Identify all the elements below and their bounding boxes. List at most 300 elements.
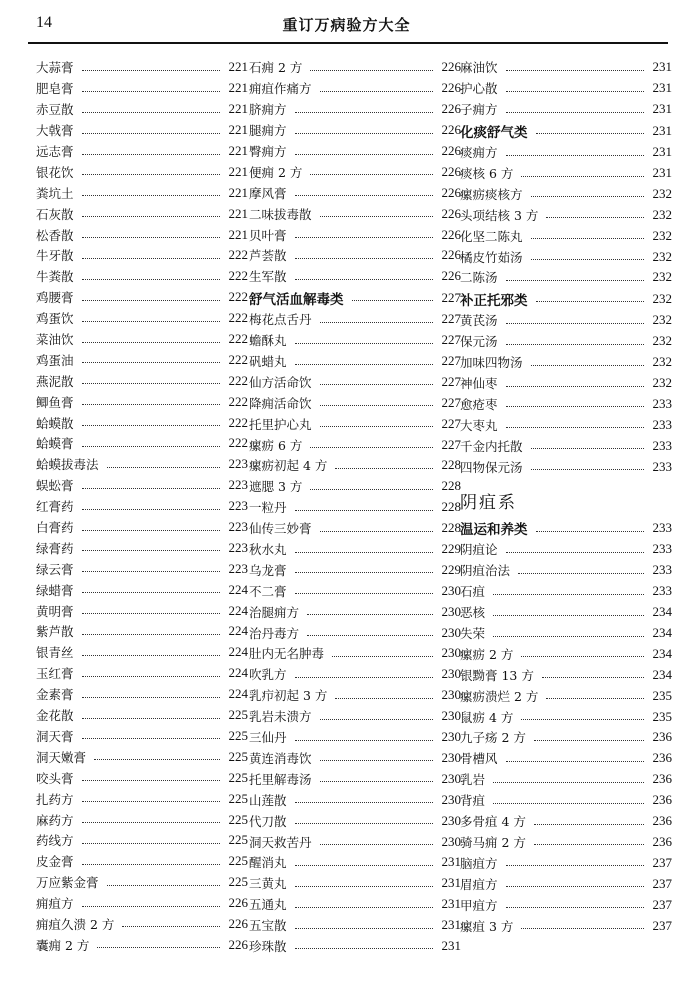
toc-entry — [249, 182, 461, 203]
leader-dots — [82, 174, 220, 175]
toc-entry-page: 223 — [228, 519, 248, 535]
leader-dots — [506, 552, 644, 553]
toc-entry — [249, 476, 461, 497]
toc-entry-title: 不二膏 — [249, 583, 287, 599]
toc-entry-title: 化痰舒气类 — [460, 124, 528, 141]
toc-entry-page: 232 — [652, 269, 672, 285]
toc-entry — [249, 894, 461, 915]
leader-dots — [546, 698, 644, 699]
toc-entry-title: 梅花点舌丹 — [249, 312, 312, 328]
leader-dots — [295, 865, 433, 866]
toc-entry-page: 228 — [441, 520, 461, 536]
leader-dots — [82, 404, 220, 405]
toc-entry — [460, 183, 672, 204]
toc-entry-title: 鸡蛋饮 — [36, 311, 74, 327]
toc-entry-title: 蛤蟆膏 — [36, 436, 74, 452]
toc-entry — [460, 643, 672, 664]
toc-entry — [460, 99, 672, 120]
toc-entry-page: 226 — [441, 226, 461, 242]
leader-dots — [320, 322, 433, 323]
leader-dots — [295, 802, 433, 803]
toc-entry-title: 头项结核 3 方 — [460, 207, 539, 223]
leader-dots — [82, 383, 220, 384]
toc-entry-title: 赤豆散 — [36, 102, 74, 118]
toc-entry — [460, 685, 672, 706]
toc-entry-title: 黄连消毒饮 — [249, 750, 312, 766]
leader-dots — [536, 531, 645, 532]
leader-dots — [82, 70, 220, 71]
toc-entry-page: 227 — [441, 436, 461, 452]
toc-entry-title: 子痈方 — [460, 102, 498, 118]
toc-entry-title: 脑疽方 — [460, 855, 498, 871]
toc-entry-page: 232 — [652, 248, 672, 264]
toc-entry-page: 233 — [652, 541, 672, 557]
toc-entry — [36, 141, 248, 162]
toc-entry — [36, 537, 248, 558]
toc-entry — [249, 664, 461, 685]
toc-entry-title: 药线方 — [36, 833, 74, 849]
toc-entry-page: 225 — [228, 707, 248, 723]
toc-entry-title: 蛤蟆拔毒法 — [36, 457, 99, 473]
toc-entry — [249, 936, 461, 957]
leader-dots — [82, 342, 220, 343]
toc-entry — [249, 57, 461, 78]
toc-entry — [460, 57, 672, 78]
toc-entry-title: 洞天膏 — [36, 728, 74, 744]
toc-entry — [460, 373, 672, 394]
toc-entry — [460, 873, 672, 894]
leader-dots — [506, 112, 644, 113]
toc-entry-title: 愈疮枣 — [460, 396, 498, 412]
leader-dots — [335, 698, 433, 699]
toc-entry-page: 232 — [652, 333, 672, 349]
category-heading — [460, 288, 672, 310]
toc-entry — [460, 560, 672, 581]
toc-entry-page: 227 — [441, 373, 461, 389]
toc-entry — [249, 622, 461, 643]
toc-entry — [36, 872, 248, 893]
toc-entry — [36, 391, 248, 412]
leader-dots — [531, 259, 644, 260]
toc-entry-title: 鸡腰膏 — [36, 290, 74, 306]
toc-entry — [36, 788, 248, 809]
toc-entry-page: 229 — [441, 561, 461, 577]
toc-entry — [460, 915, 672, 936]
toc-entry-page: 228 — [441, 499, 461, 515]
toc-entry-title: 代刀散 — [249, 813, 287, 829]
toc-entry — [249, 330, 461, 351]
toc-entry — [36, 684, 248, 705]
toc-entry-page: 233 — [652, 562, 672, 578]
toc-entry-page: 224 — [228, 665, 248, 681]
toc-entry-title: 九子疡 2 方 — [460, 730, 526, 746]
toc-entry-page: 224 — [228, 623, 248, 639]
leader-dots — [82, 258, 220, 259]
leader-dots — [82, 718, 220, 719]
toc-entry — [249, 831, 461, 852]
toc-entry-page: 234 — [652, 625, 672, 641]
leader-dots — [295, 677, 433, 678]
toc-entry-page: 236 — [652, 771, 672, 787]
leader-dots — [82, 634, 220, 635]
toc-entry-page: 222 — [228, 435, 248, 451]
toc-entry — [36, 475, 248, 496]
toc-entry-page: 236 — [652, 833, 672, 849]
toc-entry-title: 降痈活命饮 — [249, 395, 312, 411]
toc-entry — [460, 832, 672, 853]
toc-entry-page: 231 — [441, 937, 461, 953]
toc-entry-title: 化坚二陈丸 — [460, 228, 523, 244]
leader-dots — [320, 719, 433, 720]
toc-entry-title: 瘰疽 3 方 — [460, 918, 514, 934]
toc-entry — [36, 78, 248, 99]
toc-entry-page: 236 — [652, 729, 672, 745]
toc-entry-title: 眉疽方 — [460, 876, 498, 892]
toc-entry-page: 232 — [652, 206, 672, 222]
toc-entry-page: 226 — [228, 936, 248, 952]
toc-entry-title: 松香散 — [36, 227, 74, 243]
toc-entry — [460, 581, 672, 602]
toc-entry-page: 232 — [652, 354, 672, 370]
leader-dots — [82, 780, 220, 781]
toc-entry-page: 226 — [441, 247, 461, 263]
section-heading — [460, 477, 672, 517]
toc-entry-page: 224 — [228, 602, 248, 618]
leader-dots — [295, 364, 433, 365]
leader-dots — [295, 279, 433, 280]
leader-dots — [82, 91, 220, 92]
toc-entry — [460, 163, 672, 184]
toc-entry-title: 舒气活血解毒类 — [249, 291, 344, 308]
header-rule — [28, 42, 668, 44]
toc-entry-title: 牛粪散 — [36, 269, 74, 285]
toc-entry — [249, 643, 461, 664]
toc-entry — [36, 621, 248, 642]
leader-dots — [332, 656, 433, 657]
toc-entry-page: 227 — [441, 415, 461, 431]
toc-entry-title: 阴疽治法 — [460, 563, 511, 579]
leader-dots — [320, 426, 433, 427]
leader-dots — [82, 362, 220, 363]
leader-dots — [320, 760, 433, 761]
toc-entry-page: 233 — [652, 395, 672, 411]
toc-entry-title: 麻药方 — [36, 812, 74, 828]
toc-entry-page: 230 — [441, 666, 461, 682]
leader-dots — [493, 636, 644, 637]
toc-entry-title: 瘰疬 6 方 — [249, 437, 303, 453]
toc-entry-page: 225 — [228, 874, 248, 890]
toc-entry-page: 232 — [652, 290, 672, 306]
toc-entry-title: 黄芪汤 — [460, 313, 498, 329]
toc-entry-title: 护心散 — [460, 81, 498, 97]
toc-entry-title: 阴疽论 — [460, 542, 498, 558]
toc-entry — [249, 455, 461, 476]
toc-entry-title: 三黄丸 — [249, 876, 287, 892]
toc-entry-title: 金花散 — [36, 708, 74, 724]
toc-entry — [460, 142, 672, 163]
toc-entry-page: 230 — [441, 624, 461, 640]
toc-entry-title: 粪坑土 — [36, 185, 74, 201]
toc-entry — [36, 893, 248, 914]
toc-entry-page: 234 — [652, 604, 672, 620]
toc-entry — [36, 496, 248, 517]
toc-entry-title: 一粒丹 — [249, 500, 287, 516]
leader-dots — [122, 926, 220, 927]
leader-dots — [82, 571, 220, 572]
toc-entry-page: 222 — [228, 310, 248, 326]
leader-dots — [536, 133, 645, 134]
leader-dots — [534, 824, 644, 825]
leader-dots — [352, 300, 434, 301]
toc-entry — [36, 517, 248, 538]
toc-entry — [460, 456, 672, 477]
toc-entry-title: 蛤蟆散 — [36, 415, 74, 431]
leader-dots — [295, 593, 433, 594]
leader-dots — [295, 928, 433, 929]
toc-entry-page: 225 — [228, 811, 248, 827]
toc-entry — [36, 934, 248, 955]
toc-entry — [249, 413, 461, 434]
leader-dots — [493, 594, 644, 595]
toc-entry-page: 230 — [441, 645, 461, 661]
toc-entry — [249, 266, 461, 287]
leader-dots — [82, 655, 220, 656]
toc-entry-title: 蜈蚣膏 — [36, 478, 74, 494]
toc-entry-page: 222 — [228, 268, 248, 284]
toc-entry-page: 227 — [441, 332, 461, 348]
toc-entry-page: 226 — [228, 895, 248, 911]
toc-entry-title: 脐痈方 — [249, 102, 287, 118]
toc-entry-title: 大戟膏 — [36, 123, 74, 139]
toc-entry-title: 牛牙散 — [36, 248, 74, 264]
leader-dots — [82, 237, 220, 238]
toc-entry-page: 223 — [228, 498, 248, 514]
toc-entry-page: 236 — [652, 813, 672, 829]
toc-entry-title: 金素膏 — [36, 687, 74, 703]
toc-entry — [36, 245, 248, 266]
leader-dots — [295, 112, 433, 113]
category-heading — [460, 120, 672, 142]
toc-entry — [36, 433, 248, 454]
leader-dots — [521, 928, 644, 929]
toc-entry — [36, 266, 248, 287]
toc-entry — [36, 851, 248, 872]
leader-dots — [295, 510, 433, 511]
toc-entry — [36, 99, 248, 120]
toc-entry-title: 大蒜膏 — [36, 60, 74, 76]
toc-entry — [36, 642, 248, 663]
toc-entry — [460, 414, 672, 435]
toc-entry — [460, 352, 672, 373]
toc-entry-title: 红膏药 — [36, 499, 74, 515]
leader-dots — [506, 155, 644, 156]
toc-entry-title: 大枣丸 — [460, 417, 498, 433]
toc-entry — [36, 182, 248, 203]
toc-entry — [460, 852, 672, 873]
toc-entry-page: 226 — [441, 205, 461, 221]
leader-dots — [506, 907, 644, 908]
leader-dots — [82, 509, 220, 510]
toc-entry — [249, 539, 461, 560]
leader-dots — [82, 613, 220, 614]
toc-entry — [249, 120, 461, 141]
leader-dots — [493, 782, 644, 783]
toc-entry — [36, 224, 248, 245]
leader-dots — [295, 948, 433, 949]
toc-entry-title: 绿云膏 — [36, 561, 74, 577]
toc-entry — [249, 78, 461, 99]
toc-entry-title: 五通丸 — [249, 897, 287, 913]
toc-entry-page: 226 — [441, 101, 461, 117]
leader-dots — [82, 488, 220, 489]
toc-entry — [36, 809, 248, 830]
toc-entry-page: 222 — [228, 289, 248, 305]
toc-entry-page: 235 — [652, 687, 672, 703]
leader-dots — [534, 844, 644, 845]
toc-entry-title: 五宝散 — [249, 918, 287, 934]
toc-entry — [460, 539, 672, 560]
toc-entry-page: 230 — [441, 791, 461, 807]
toc-entry-page: 229 — [441, 541, 461, 557]
toc-entry — [249, 497, 461, 518]
toc-entry-title: 麻油饮 — [460, 60, 498, 76]
toc-entry — [249, 768, 461, 789]
toc-entry-title: 二陈汤 — [460, 270, 498, 286]
toc-entry-title: 瘰疬溃烂 2 方 — [460, 688, 539, 704]
leader-dots — [82, 133, 220, 134]
toc-column-1 — [36, 57, 248, 955]
toc-entry-page: 233 — [652, 520, 672, 536]
toc-entry — [460, 727, 672, 748]
toc-entry — [249, 161, 461, 182]
toc-entry — [460, 225, 672, 246]
toc-entry-page: 228 — [441, 457, 461, 473]
toc-entry-title: 二味拔毒散 — [249, 206, 312, 222]
toc-entry-title: 保元汤 — [460, 334, 498, 350]
toc-entry-page: 233 — [652, 437, 672, 453]
toc-entry — [36, 767, 248, 788]
toc-entry-page: 221 — [228, 205, 248, 221]
leader-dots — [542, 677, 644, 678]
leader-dots — [97, 947, 220, 948]
toc-entry-page: 226 — [441, 268, 461, 284]
toc-entry-title: 芦荟散 — [249, 248, 287, 264]
leader-dots — [521, 176, 644, 177]
toc-entry-page: 223 — [228, 456, 248, 472]
leader-dots — [335, 468, 433, 469]
toc-entry-page: 237 — [652, 896, 672, 912]
toc-entry-title: 橘皮竹茹汤 — [460, 249, 523, 265]
toc-entry-page: 227 — [441, 289, 461, 305]
toc-entry-page: 231 — [652, 59, 672, 75]
toc-entry — [36, 914, 248, 935]
toc-entry-page: 230 — [441, 749, 461, 765]
toc-entry-title: 神仙枣 — [460, 376, 498, 392]
toc-entry-title: 洞天嫩膏 — [36, 749, 87, 765]
leader-dots — [536, 301, 645, 302]
leader-dots — [307, 635, 433, 636]
toc-entry-page: 230 — [441, 833, 461, 849]
leader-dots — [506, 865, 644, 866]
toc-entry-title: 蟾酥丸 — [249, 333, 287, 349]
toc-entry-page: 221 — [228, 163, 248, 179]
toc-entry-title: 甲疽方 — [460, 897, 498, 913]
toc-entry-page: 231 — [652, 144, 672, 160]
toc-entry-page: 234 — [652, 666, 672, 682]
toc-entry — [36, 161, 248, 182]
toc-entry-title: 珍珠散 — [249, 938, 287, 954]
toc-entry — [460, 78, 672, 99]
toc-entry — [460, 435, 672, 456]
toc-entry — [460, 748, 672, 769]
toc-entry-title: 生军散 — [249, 269, 287, 285]
toc-entry — [36, 663, 248, 684]
leader-dots — [295, 343, 433, 344]
page-number: 14 — [36, 14, 52, 31]
toc-entry-title: 皮金膏 — [36, 854, 74, 870]
leader-dots — [518, 573, 644, 574]
toc-entry-title: 醒消丸 — [249, 855, 287, 871]
leader-dots — [82, 279, 220, 280]
toc-entry-title: 玉红膏 — [36, 666, 74, 682]
toc-entry-page: 222 — [228, 393, 248, 409]
toc-entry-page: 221 — [228, 122, 248, 138]
toc-entry-page: 226 — [441, 122, 461, 138]
leader-dots — [82, 300, 220, 301]
toc-entry-page: 234 — [652, 645, 672, 661]
toc-entry-title: 洞天救苦丹 — [249, 834, 312, 850]
toc-entry — [460, 790, 672, 811]
toc-entry-title: 鼠疬 4 方 — [460, 709, 514, 725]
toc-entry-page: 228 — [441, 478, 461, 494]
leader-dots — [82, 864, 220, 865]
toc-entry — [36, 746, 248, 767]
toc-entry — [36, 558, 248, 579]
toc-entry-title: 扎药方 — [36, 791, 74, 807]
toc-entry — [249, 559, 461, 580]
toc-entry-title: 咬头膏 — [36, 770, 74, 786]
leader-dots — [82, 801, 220, 802]
toc-entry-title: 银黝膏 13 方 — [460, 667, 534, 683]
toc-entry — [460, 310, 672, 331]
toc-entry-title: 千金内托散 — [460, 438, 523, 454]
toc-entry-page: 236 — [652, 750, 672, 766]
leader-dots — [295, 572, 433, 573]
toc-entry — [36, 705, 248, 726]
toc-entry-title: 骨槽风 — [460, 751, 498, 767]
toc-entry-title: 摩风膏 — [249, 185, 287, 201]
toc-entry-title: 治腿痈方 — [249, 604, 300, 620]
toc-entry-title: 肚内无名肿毒 — [249, 646, 325, 662]
toc-entry-page: 221 — [228, 226, 248, 242]
toc-entry — [249, 203, 461, 224]
toc-entry — [249, 706, 461, 727]
toc-entry — [460, 623, 672, 644]
toc-entry-page: 222 — [228, 372, 248, 388]
leader-dots — [295, 133, 433, 134]
toc-entry-title: 银青丝 — [36, 645, 74, 661]
leader-dots — [295, 258, 433, 259]
toc-entry-page: 224 — [228, 686, 248, 702]
leader-dots — [320, 91, 433, 92]
toc-entry — [249, 245, 461, 266]
toc-entry-title: 失荣 — [460, 626, 486, 642]
leader-dots — [82, 446, 220, 447]
leader-dots — [506, 280, 644, 281]
toc-entry-page: 222 — [228, 331, 248, 347]
leader-dots — [506, 70, 644, 71]
leader-dots — [320, 844, 433, 845]
